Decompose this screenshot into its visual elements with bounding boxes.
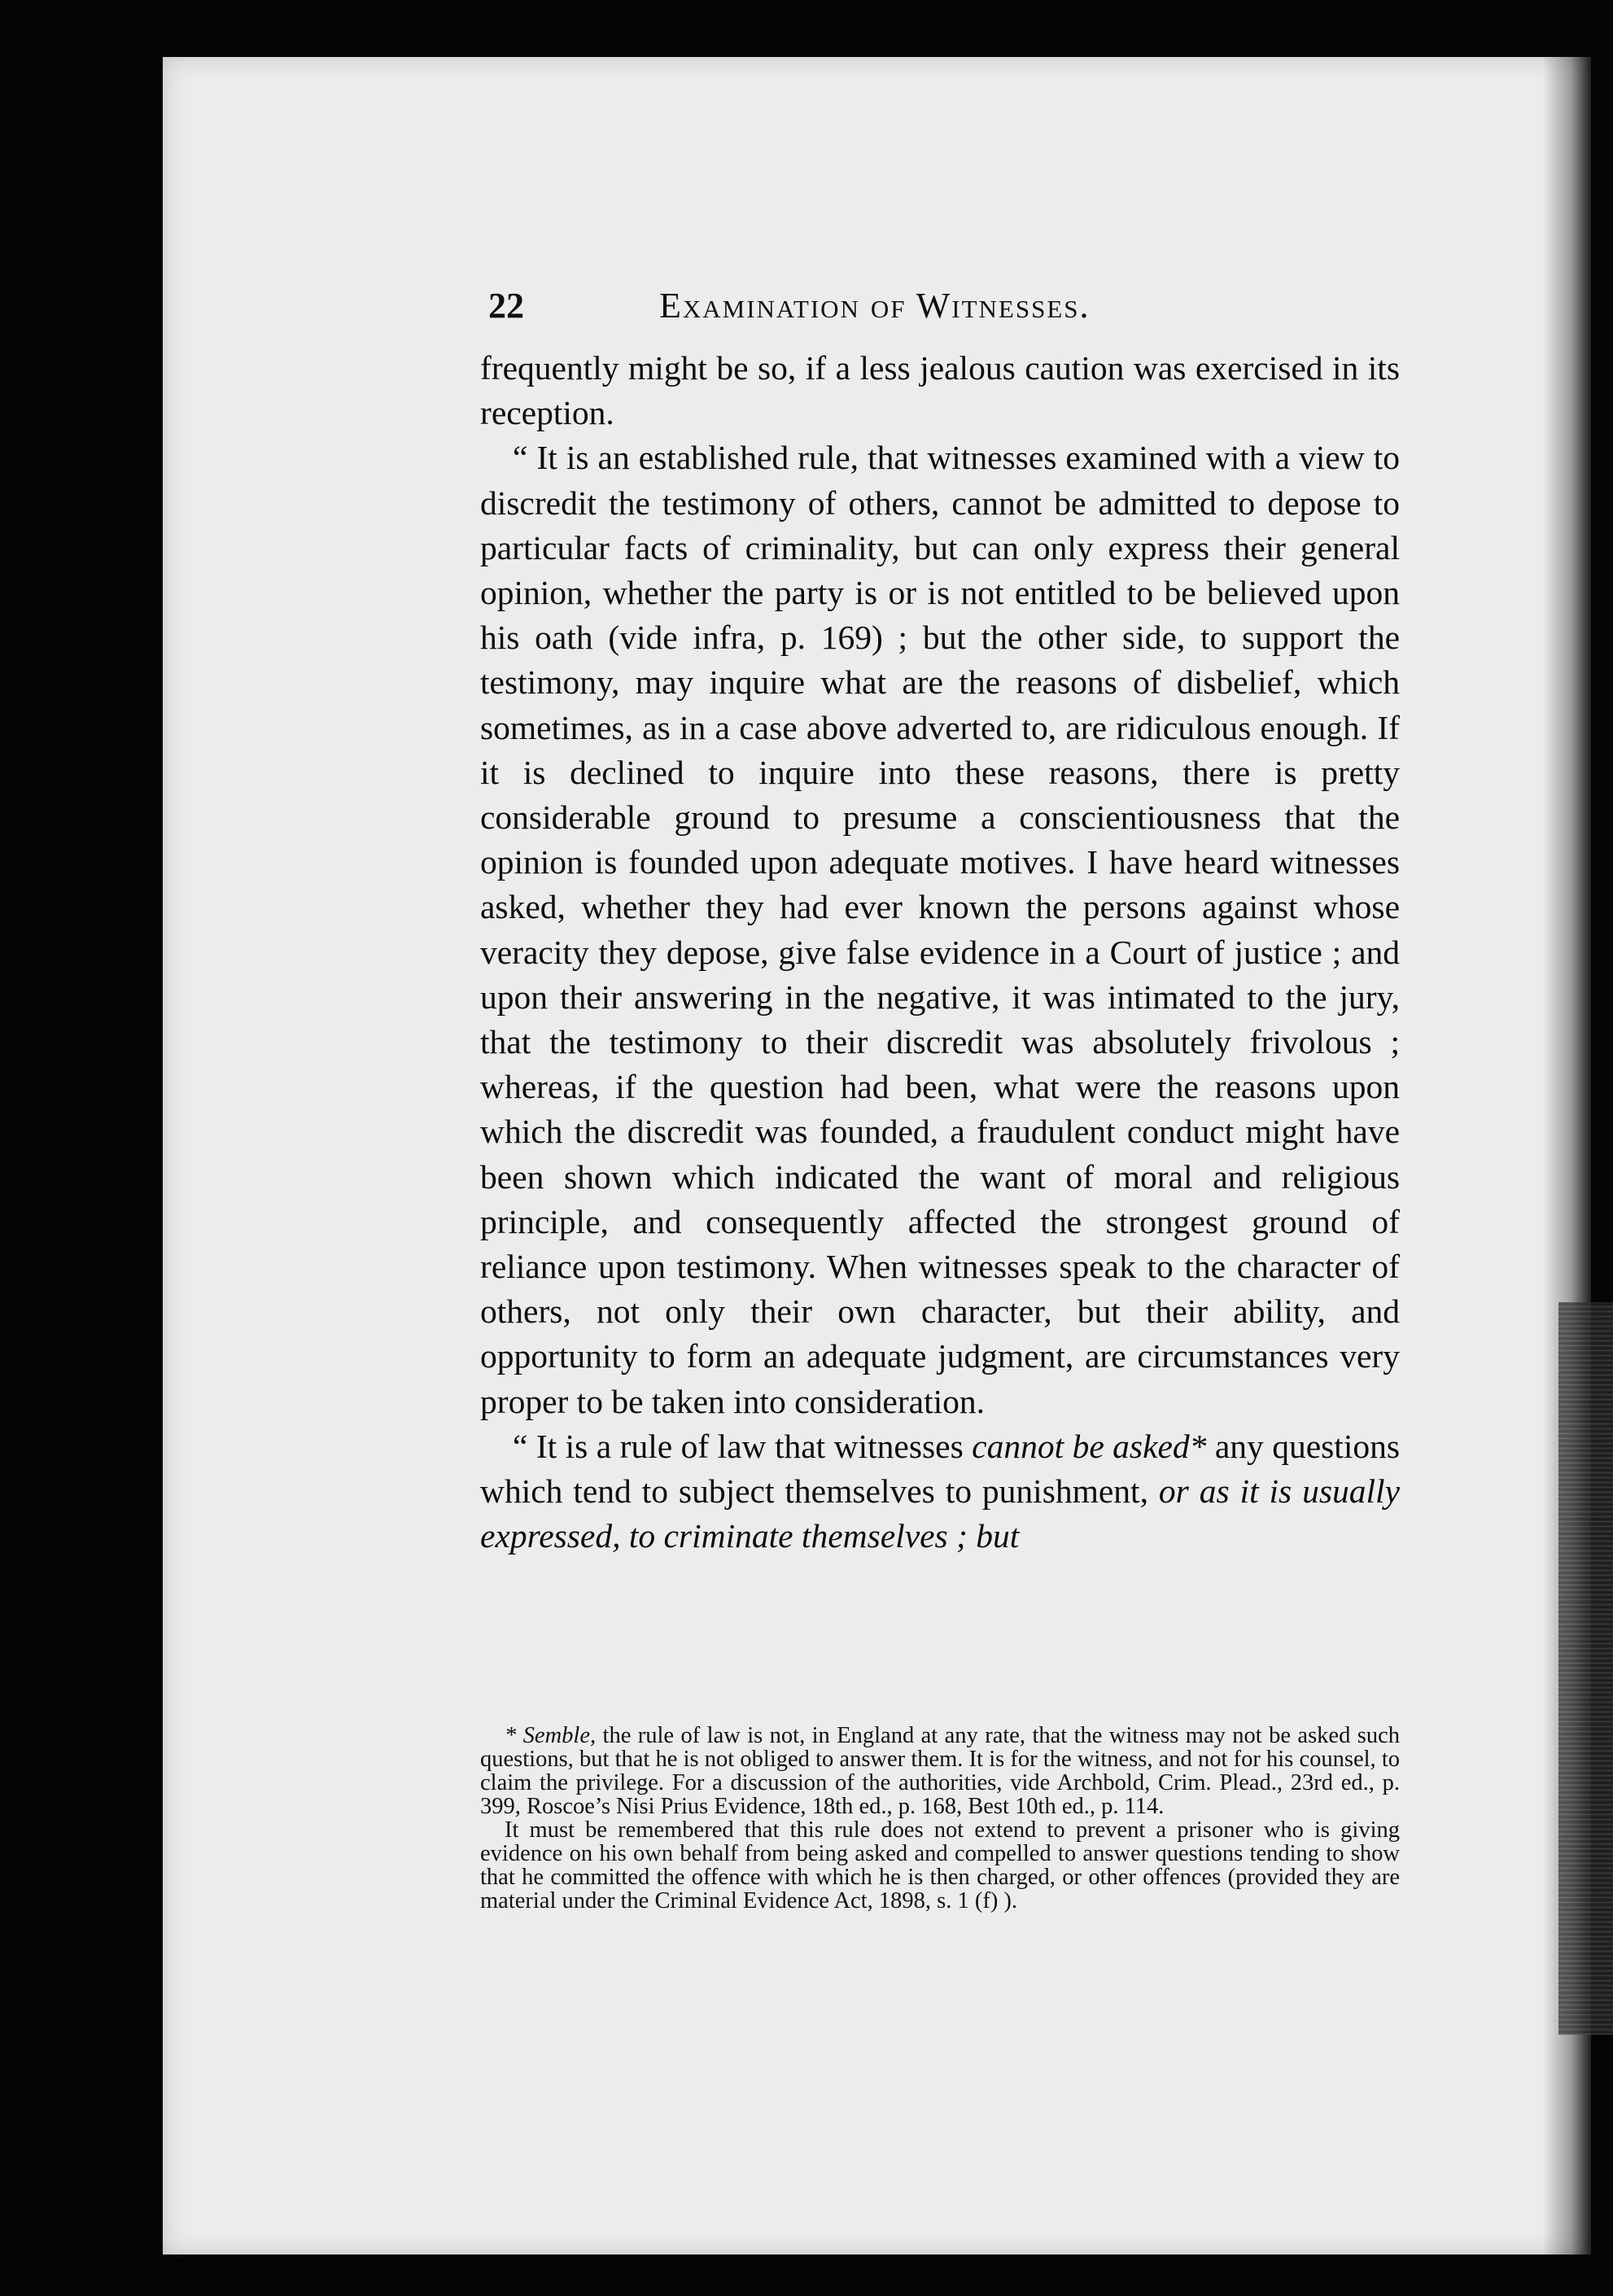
paragraph-3-italic-line: or as it is usually expressed, to criminate themselves ; but [480, 1472, 1401, 1555]
paragraph-3-part-c: any questions which tend to subject themselves to punishment, [480, 1427, 1401, 1511]
footnote-2-text: It must be remembered that this rule does not extend to prevent a prisoner who is giving evidence on his own behalf from being asked and compelled to answer questions tending to show that he committed the offence with which he is then charged, or other offences (provided they are material under the Criminal Evidence Act, 1898, s. 1 (f) ). [480, 1817, 1400, 1913]
paragraph-3-part-a: “ It is a rule of law that witnesses [513, 1427, 973, 1465]
book-spine [1558, 1302, 1613, 2035]
footnotes [480, 1724, 1400, 1913]
footnote-1-lead: * Semble, [505, 1723, 597, 1748]
running-title: Examination of Witnesses. [659, 286, 1091, 326]
footnote-2 [480, 1818, 1400, 1913]
footnote-1-text: the rule of law is not, in England at any rate, that the witness may not be asked such questions, but that he is not obliged to answer them. It is for the witness, and not for his counsel, to claim the privilege. For a discussion of the authorities, vide Archbold, Crim. Plead., 23rd ed., p. 399, Roscoe’s Nisi Prius Evidence, 18th ed., p. 168, Best 10th ed., p. 114. [480, 1723, 1400, 1819]
body-text [480, 346, 1400, 1559]
paragraph-3 [480, 1424, 1400, 1559]
footnote-1 [480, 1724, 1400, 1818]
page-number: 22 [488, 286, 524, 326]
paragraph-2: “ It is an established rule, that witnesses examined with a view to discredit the testimony of others, cannot be admitted to depose to particular facts of criminality, but can only express their general opinion, whether the party is or is not entitled to be believed upon his oath (vide infra, p. 169) ; but the other side, to support the testimony, may inquire what are the reasons of disbelief, which sometimes, as in a case above adverted to, are ridiculous enough. If it is declined to inquire into these reasons, there is pretty considerable ground to presume a conscientiousness that the opinion is founded upon adequate motives. I have heard witnesses asked, whether they had ever known the persons against whose veracity they depose, give false evidence in a Court of justice ; and upon their answering in the negative, it was intimated to the jury, that the testimony to their discredit was absolutely frivolous ; whereas, if the question had been, what were the reasons upon which the discredit was founded, a fraudulent conduct might have been shown which indicated the want of moral and religious principle, and consequently affected the strongest ground of reliance upon testimony. When witnesses speak to the character of others, not only their own character, but their ability, and opportunity to form an adequate judgment, are circumstances very proper to be taken into consideration. [480, 439, 1400, 1420]
paragraph-1: frequently might be so, if a less jealous caution was exercised in its reception. [480, 349, 1400, 432]
paragraph-3-emphasis: cannot be asked* [972, 1427, 1207, 1465]
